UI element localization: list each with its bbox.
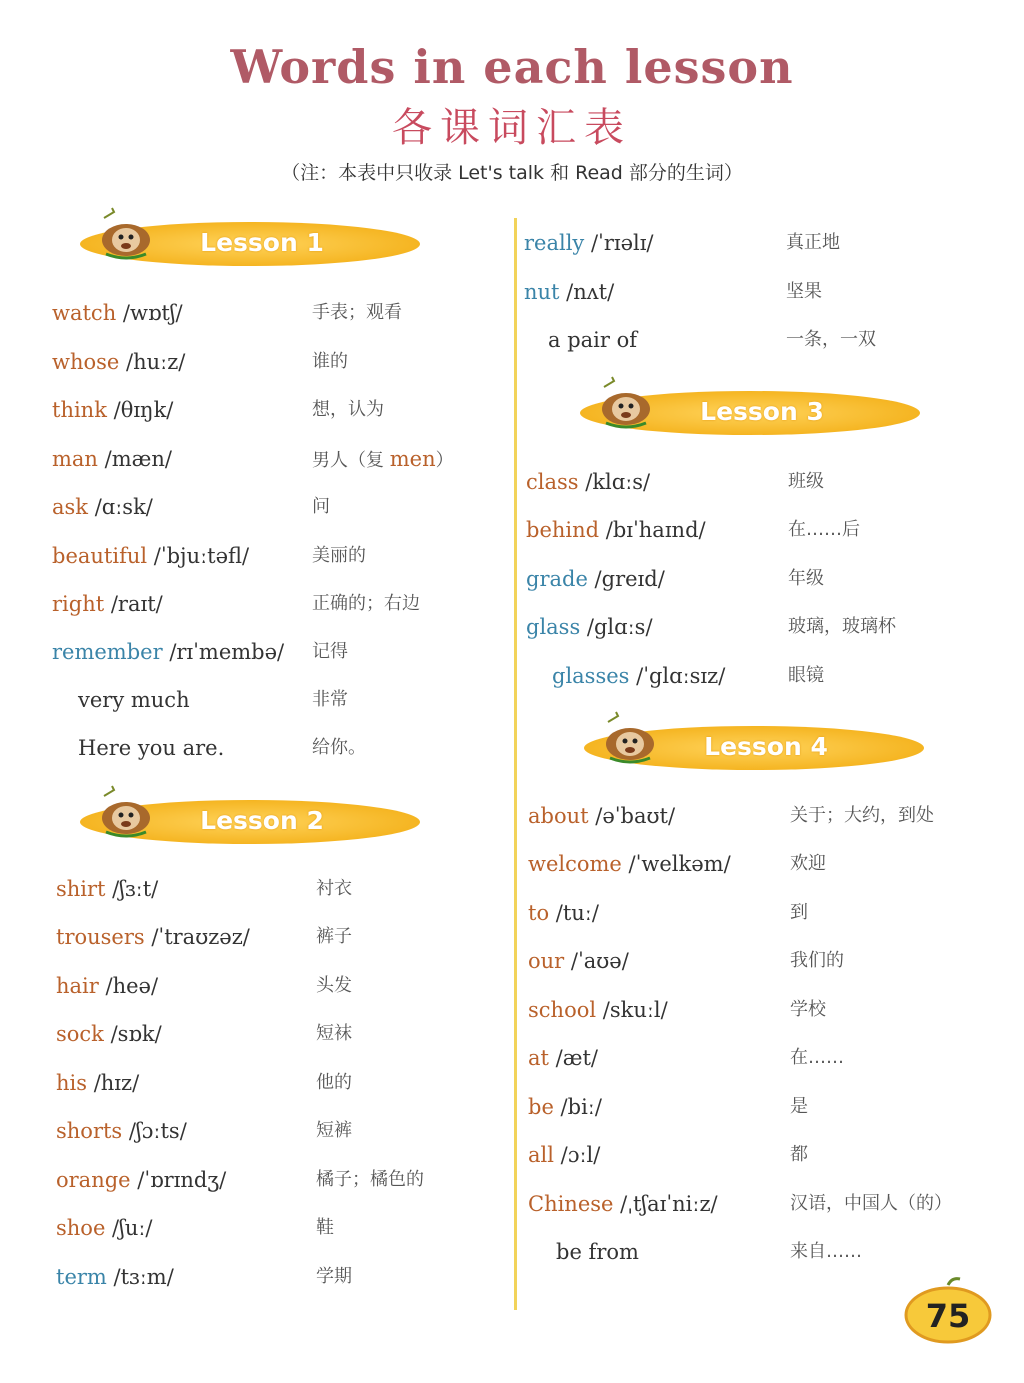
word: ask — [52, 495, 89, 519]
meaning: 到 — [790, 902, 808, 923]
word-entry — [56, 969, 158, 1003]
phonetic: /klɑːs/ — [578, 470, 651, 494]
lesson-label: Lesson 3 — [700, 397, 824, 426]
phonetic: /æt/ — [548, 1046, 598, 1070]
phonetic: /ˈbjuːtəfl/ — [147, 544, 250, 568]
phonetic: /ˈaʊə/ — [564, 949, 629, 973]
phonetic: /rɪˈmembə/ — [162, 640, 285, 664]
meaning: 在…… — [790, 1047, 844, 1068]
meaning: 短袜 — [316, 1023, 352, 1044]
word-entry — [528, 1041, 598, 1075]
phrase-entry — [548, 323, 637, 357]
word-entry — [528, 847, 731, 881]
phrase: be from — [556, 1240, 639, 1264]
meaning: 头发 — [316, 975, 352, 996]
word-entry — [528, 993, 668, 1027]
meaning: 一条，一双 — [786, 329, 876, 350]
phrase: very much — [78, 688, 190, 712]
word: at — [528, 1046, 549, 1070]
meaning: 学期 — [316, 1266, 352, 1287]
word-entry — [52, 539, 249, 573]
word-entry — [56, 1211, 153, 1245]
word: his — [56, 1071, 88, 1095]
word: to — [528, 901, 550, 925]
word-entry — [56, 1114, 187, 1148]
word: right — [52, 592, 105, 616]
word-entry — [52, 442, 172, 476]
word-entry — [52, 490, 153, 524]
word-entry — [56, 920, 250, 954]
phonetic: /tɜːm/ — [106, 1265, 174, 1289]
phonetic: /nʌt/ — [559, 280, 615, 304]
lesson-label: Lesson 1 — [200, 228, 324, 257]
lesson-label: Lesson 2 — [200, 806, 324, 835]
meaning: 欢迎 — [790, 853, 826, 874]
phonetic: /θɪŋk/ — [106, 398, 174, 422]
word: behind — [526, 518, 600, 542]
phonetic: /huːz/ — [119, 350, 186, 374]
word: think — [52, 398, 107, 422]
word-entry — [56, 1163, 226, 1197]
word-entry — [526, 513, 706, 547]
meaning: 都 — [790, 1144, 808, 1165]
page-note: （注：本表中只收录 Let's talk 和 Read 部分的生词） — [281, 162, 743, 184]
meaning: 在……后 — [788, 519, 860, 540]
meaning: 裤子 — [316, 926, 352, 947]
phonetic: /glɑːs/ — [580, 615, 653, 639]
meaning: 短裤 — [316, 1120, 352, 1141]
meaning: 衬衣 — [316, 878, 352, 899]
phonetic: /ʃɔːts/ — [122, 1119, 187, 1143]
phrase-entry — [78, 683, 190, 717]
word-entry — [56, 1260, 174, 1294]
word: class — [526, 470, 579, 494]
word-entry — [56, 1017, 162, 1051]
phonetic: /raɪt/ — [104, 592, 163, 616]
word: be — [528, 1095, 554, 1119]
phrase-entry — [78, 731, 224, 765]
phonetic: /heə/ — [98, 974, 159, 998]
phonetic: /ɑːsk/ — [88, 495, 153, 519]
word-entry — [524, 226, 654, 260]
phonetic: /skuːl/ — [596, 998, 668, 1022]
meaning: 来自…… — [790, 1241, 862, 1262]
page-subtitle: 各课词汇表 — [392, 105, 632, 151]
phonetic: /ˌtʃaɪˈniːz/ — [613, 1192, 718, 1216]
lesson-3-banner — [580, 387, 920, 437]
word: trousers — [56, 925, 145, 949]
meaning: 汉语，中国人（的） — [790, 1193, 952, 1214]
word-entry — [526, 610, 653, 644]
word-entry — [528, 1090, 602, 1124]
phonetic: /biː/ — [553, 1095, 602, 1119]
word: whose — [52, 350, 120, 374]
phonetic: /ˈɒrɪndʒ/ — [130, 1168, 227, 1192]
word: school — [528, 998, 597, 1022]
word-entry — [52, 635, 284, 669]
word: really — [524, 231, 585, 255]
phonetic: /ˈtraʊzəz/ — [144, 925, 250, 949]
word: remember — [52, 640, 163, 664]
word: our — [528, 949, 565, 973]
word: beautiful — [52, 544, 148, 568]
phonetic: /ˈglɑːsɪz/ — [629, 664, 726, 688]
lesson-4-banner — [584, 722, 924, 772]
word: welcome — [528, 852, 622, 876]
meaning: 谁的 — [312, 351, 348, 372]
meaning: 年级 — [788, 568, 824, 589]
phonetic: /sɒk/ — [103, 1022, 162, 1046]
meaning: 我们的 — [790, 950, 844, 971]
meaning: 非常 — [312, 689, 348, 710]
phonetic: /greɪd/ — [587, 567, 665, 591]
word: hair — [56, 974, 99, 998]
meaning: 真正地 — [786, 232, 840, 253]
lesson-label: Lesson 4 — [704, 732, 828, 761]
word: sock — [56, 1022, 104, 1046]
meaning: 玻璃，玻璃杯 — [788, 616, 896, 637]
word: watch — [52, 301, 117, 325]
phonetic: /tuː/ — [549, 901, 599, 925]
word-entry — [56, 872, 158, 906]
word: about — [528, 804, 589, 828]
meaning: 橘子；橘色的 — [316, 1169, 424, 1190]
phonetic: /ʃuː/ — [105, 1216, 153, 1240]
word-entry — [528, 1187, 718, 1221]
phrase: Here you are. — [78, 736, 225, 760]
meaning: 想，认为 — [312, 399, 384, 420]
meaning: 眼镜 — [788, 665, 824, 686]
lesson-2-banner — [80, 796, 420, 846]
lesson-1-banner — [80, 218, 420, 268]
word: all — [528, 1143, 554, 1167]
phonetic: /wɒtʃ/ — [116, 301, 183, 325]
word-entry — [528, 799, 675, 833]
word: shoe — [56, 1216, 106, 1240]
word-entry — [524, 275, 614, 309]
phonetic: /ˈrɪəlɪ/ — [584, 231, 654, 255]
phrase: a pair of — [548, 328, 638, 352]
word: term — [56, 1265, 107, 1289]
meaning: 手表；观看 — [312, 302, 402, 323]
meaning: 美丽的 — [312, 545, 366, 566]
word-entry — [52, 393, 173, 427]
phonetic: /ˈwelkəm/ — [621, 852, 731, 876]
meaning: 学校 — [790, 999, 826, 1020]
word-entry — [56, 1066, 139, 1100]
word: Chinese — [528, 1192, 614, 1216]
page-number: 75 — [925, 1297, 971, 1335]
word: shorts — [56, 1119, 123, 1143]
meaning: 是 — [790, 1096, 808, 1117]
phonetic: /ɔːl/ — [553, 1143, 601, 1167]
meaning: 记得 — [312, 641, 348, 662]
word-entry — [528, 896, 599, 930]
phonetic: /ʃɜːt/ — [105, 877, 159, 901]
meaning: 问 — [312, 496, 330, 517]
column-divider — [514, 218, 517, 1310]
phonetic: /əˈbaʊt/ — [588, 804, 676, 828]
word-entry — [52, 296, 183, 330]
meaning: 正确的；右边 — [312, 593, 420, 614]
phonetic: /hɪz/ — [87, 1071, 140, 1095]
phrase-entry — [556, 1235, 639, 1269]
meaning: 他的 — [316, 1072, 352, 1093]
meaning: 鞋 — [316, 1217, 334, 1238]
meaning-text: 男人（复 — [312, 450, 390, 471]
word-entry — [552, 659, 725, 693]
word-entry — [528, 944, 629, 978]
meaning — [312, 442, 454, 478]
word-entry — [528, 1138, 600, 1172]
meaning: 关于；大约，到处 — [790, 805, 934, 826]
word: orange — [56, 1168, 131, 1192]
word: man — [52, 447, 98, 471]
meaning: 班级 — [788, 471, 824, 492]
word-entry — [52, 345, 185, 379]
word: nut — [524, 280, 560, 304]
meaning: 坚果 — [786, 281, 822, 302]
phonetic: /bɪˈhaɪnd/ — [599, 518, 706, 542]
phonetic: /mæn/ — [97, 447, 172, 471]
word-entry — [526, 562, 665, 596]
word-entry — [52, 587, 163, 621]
word: shirt — [56, 877, 106, 901]
word: grade — [526, 567, 588, 591]
meaning-end: ） — [435, 450, 454, 471]
page-number-apple — [902, 1275, 994, 1345]
page-title: Words in each lesson — [230, 40, 794, 94]
word: glass — [526, 615, 581, 639]
plural-form: men — [389, 447, 436, 471]
meaning: 给你。 — [312, 737, 366, 758]
word-entry — [526, 465, 650, 499]
word: glasses — [552, 664, 630, 688]
